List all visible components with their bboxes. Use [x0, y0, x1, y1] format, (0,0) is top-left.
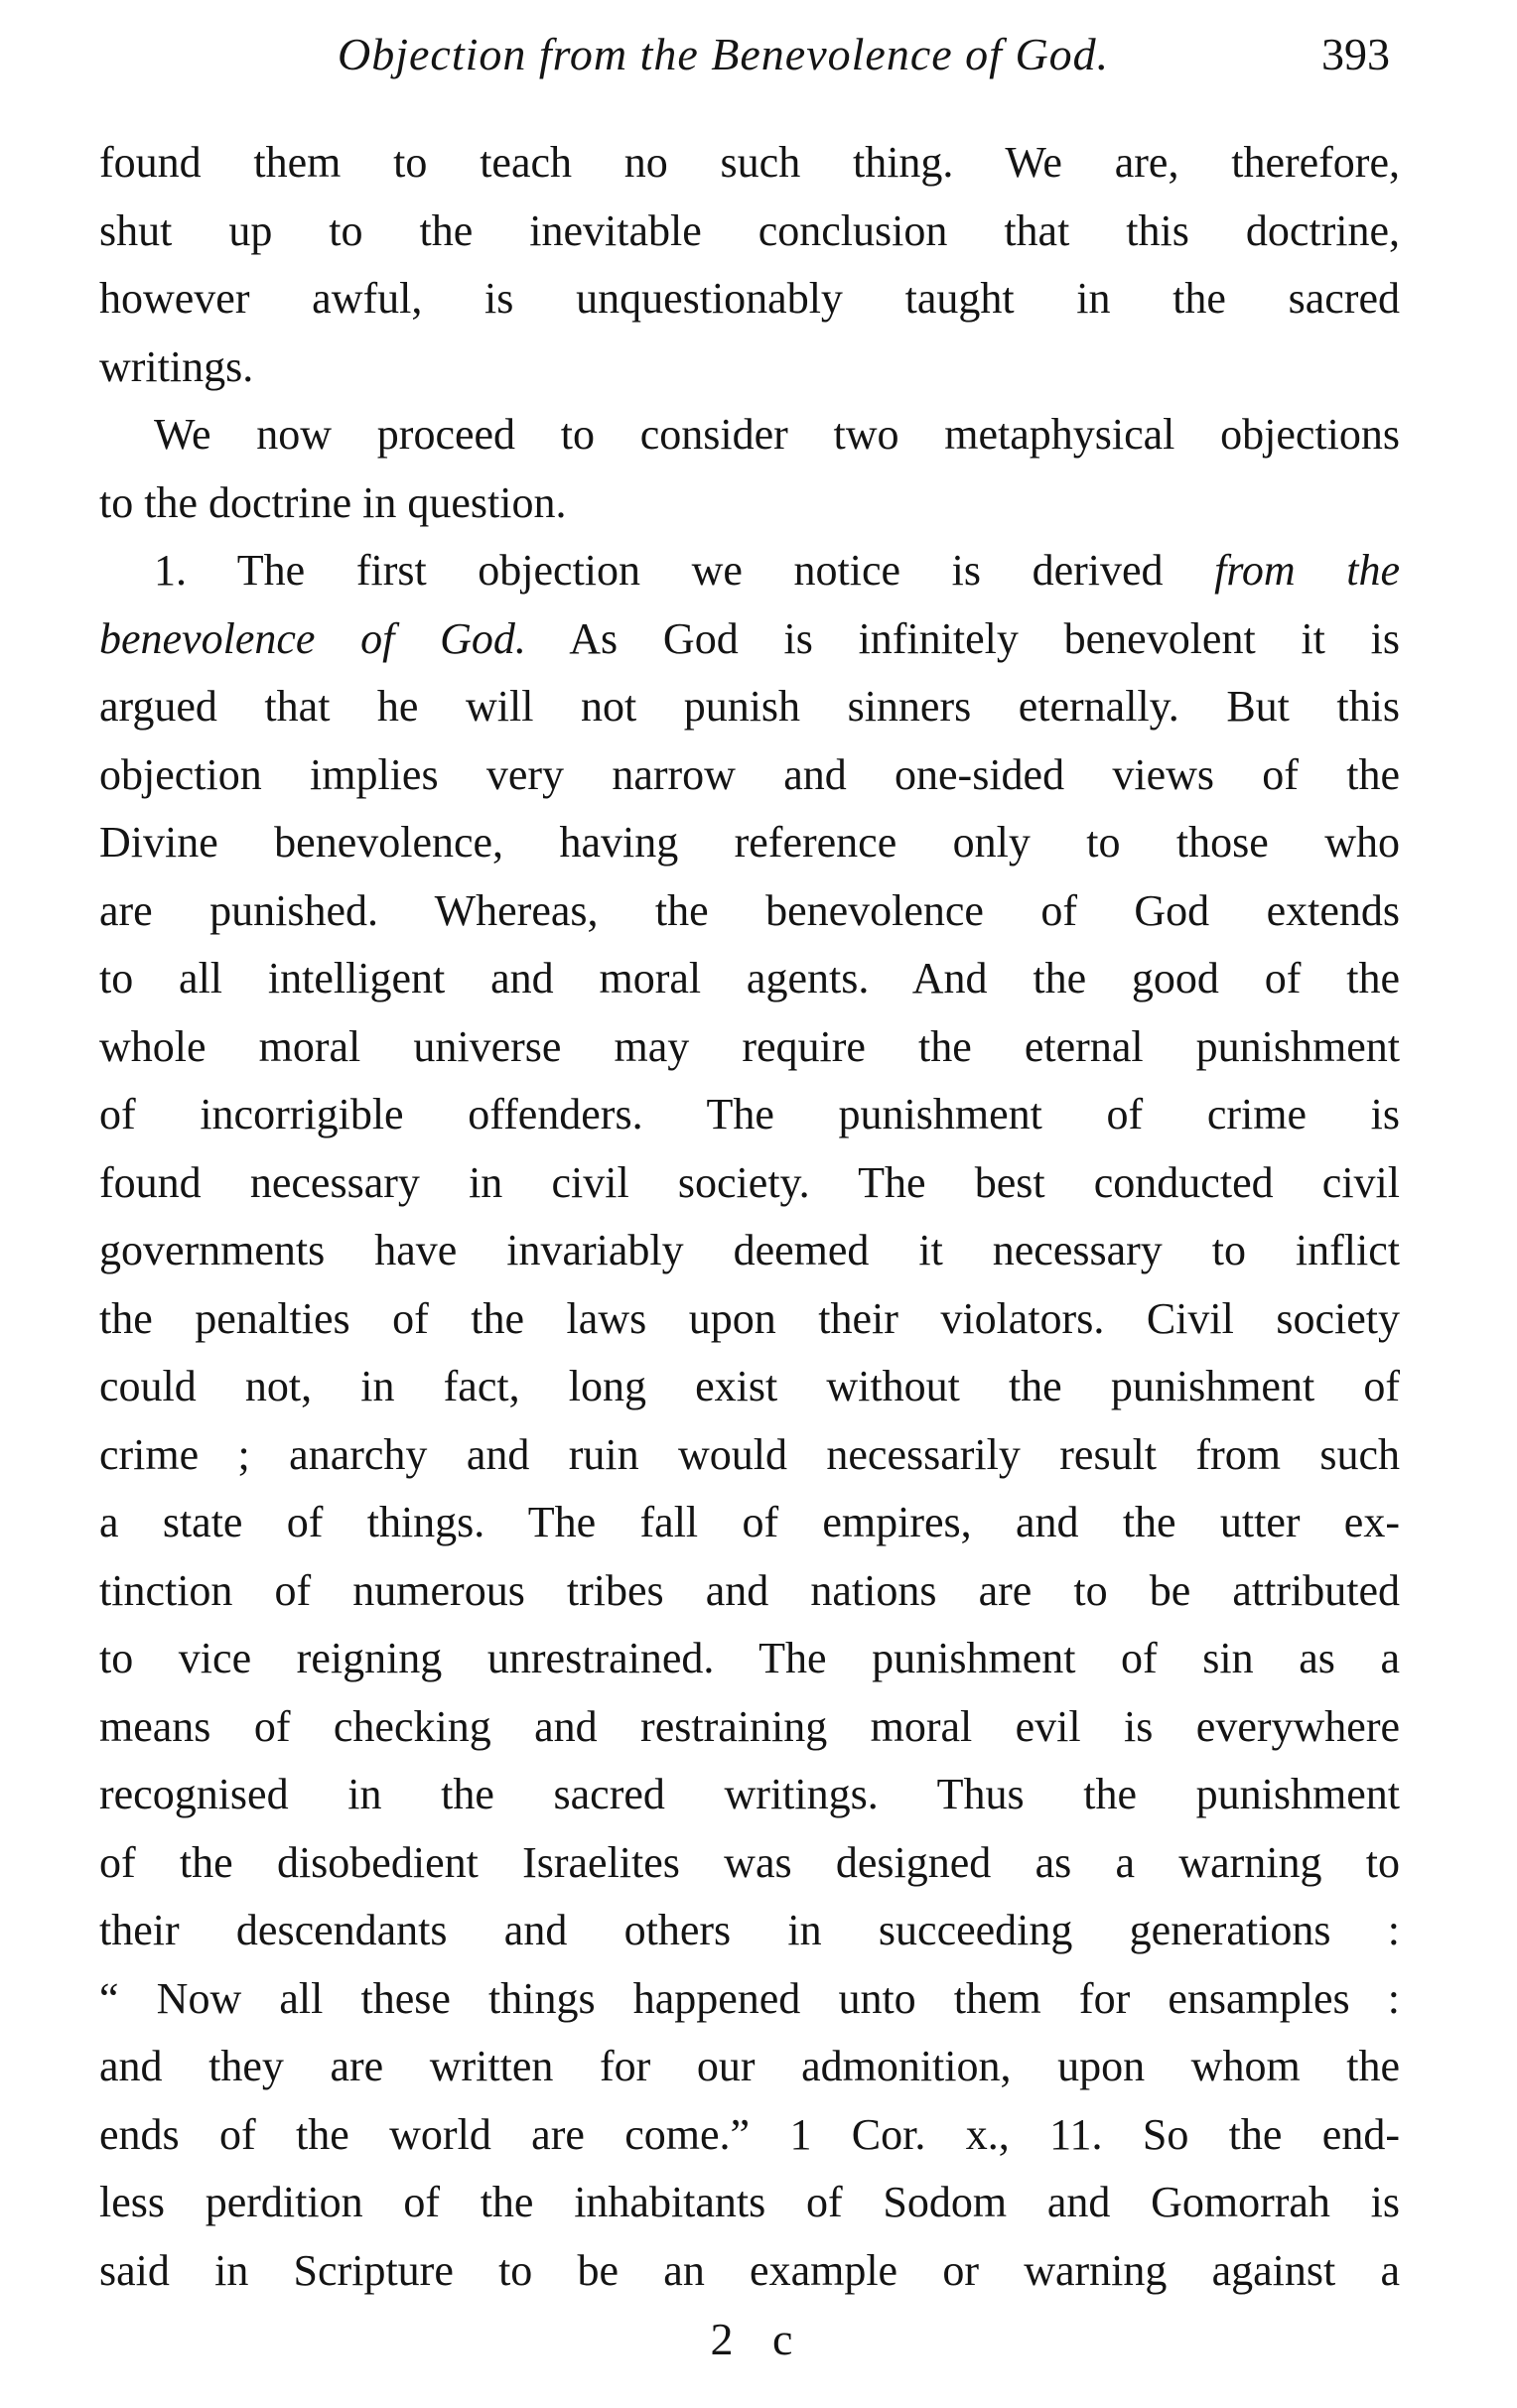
text-line: 1. The first objection we notice is derived from the	[154, 546, 1400, 595]
text-line: benevolence of God. As God is infinitely benevolent it is	[99, 613, 1400, 663]
text-line: tinction of numerous tribes and nations are to be attributed	[99, 1565, 1400, 1615]
italic-phrase: benevolence of God.	[99, 613, 526, 663]
text-line: and they are written for our admonition, upon whom the	[99, 2042, 1400, 2090]
running-title: Objection from the Benevolence of God.	[338, 29, 1110, 79]
page-header	[99, 28, 1390, 107]
text-line: less perdition of the inhabitants of Sodom and Gomorrah is	[99, 2178, 1400, 2226]
text-line: could not, in fact, long exist without the punishment of	[99, 1362, 1400, 1410]
text-line: whole moral universe may require the eternal punishment	[99, 1021, 1400, 1071]
text-line: of the disobedient Israelites was designed as a warning to	[99, 1837, 1400, 1887]
text-line: Divine benevolence, having reference only to those who	[99, 818, 1400, 867]
page-number: 393	[1321, 29, 1390, 79]
body-text	[99, 129, 1400, 2305]
text-line: governments have invariably deemed it necessary to inflict	[99, 1226, 1400, 1274]
text-line: to vice reigning unrestrained. The punishment of sin as a	[99, 1634, 1400, 1682]
text-line: “ Now all these things happened unto them for ensamples :	[99, 1973, 1400, 2023]
text-line: recognised in the sacred writings. Thus the punishment	[99, 1770, 1400, 1818]
text-line: to all intelligent and moral agents. And the good of the	[99, 954, 1400, 1003]
text-line: found them to teach no such thing. We are, therefore,	[99, 138, 1400, 187]
text-line: the penalties of the laws upon their violators. Civil society	[99, 1293, 1400, 1343]
signature-mark: 2 c	[710, 2314, 807, 2364]
text-line: shut up to the inevitable conclusion that this doctrine,	[99, 205, 1400, 255]
text-line: We now proceed to consider two metaphysical objections	[154, 410, 1400, 459]
text-line: said in Scripture to be an example or warning against a	[99, 2245, 1400, 2295]
text-line: their descendants and others in succeeding generations :	[99, 1906, 1400, 1954]
text-line: crime ; anarchy and ruin would necessarily result from such	[99, 1429, 1400, 1479]
text-line: however awful, is unquestionably taught in the sacred	[99, 274, 1400, 323]
italic-phrase: from the	[1214, 546, 1400, 595]
text-line: writings.	[99, 341, 254, 391]
text-line: found necessary in civil society. The best conducted civil	[99, 1157, 1400, 1207]
text-line: are punished. Whereas, the benevolence of God extends	[99, 885, 1400, 935]
text-line: of incorrigible offenders. The punishment of crime is	[99, 1090, 1400, 1138]
text-line: objection implies very narrow and one-sided views of the	[99, 749, 1400, 799]
text-line: argued that he will not punish sinners eternally. But this	[99, 682, 1400, 731]
text-line: to the doctrine in question.	[99, 477, 567, 527]
text-line: ends of the world are come.” 1 Cor. x., 11. So the end-	[99, 2109, 1400, 2159]
text-line: a state of things. The fall of empires, and the utter ex-	[99, 1498, 1400, 1546]
text-line: means of checking and restraining moral evil is everywhere	[99, 1701, 1400, 1751]
